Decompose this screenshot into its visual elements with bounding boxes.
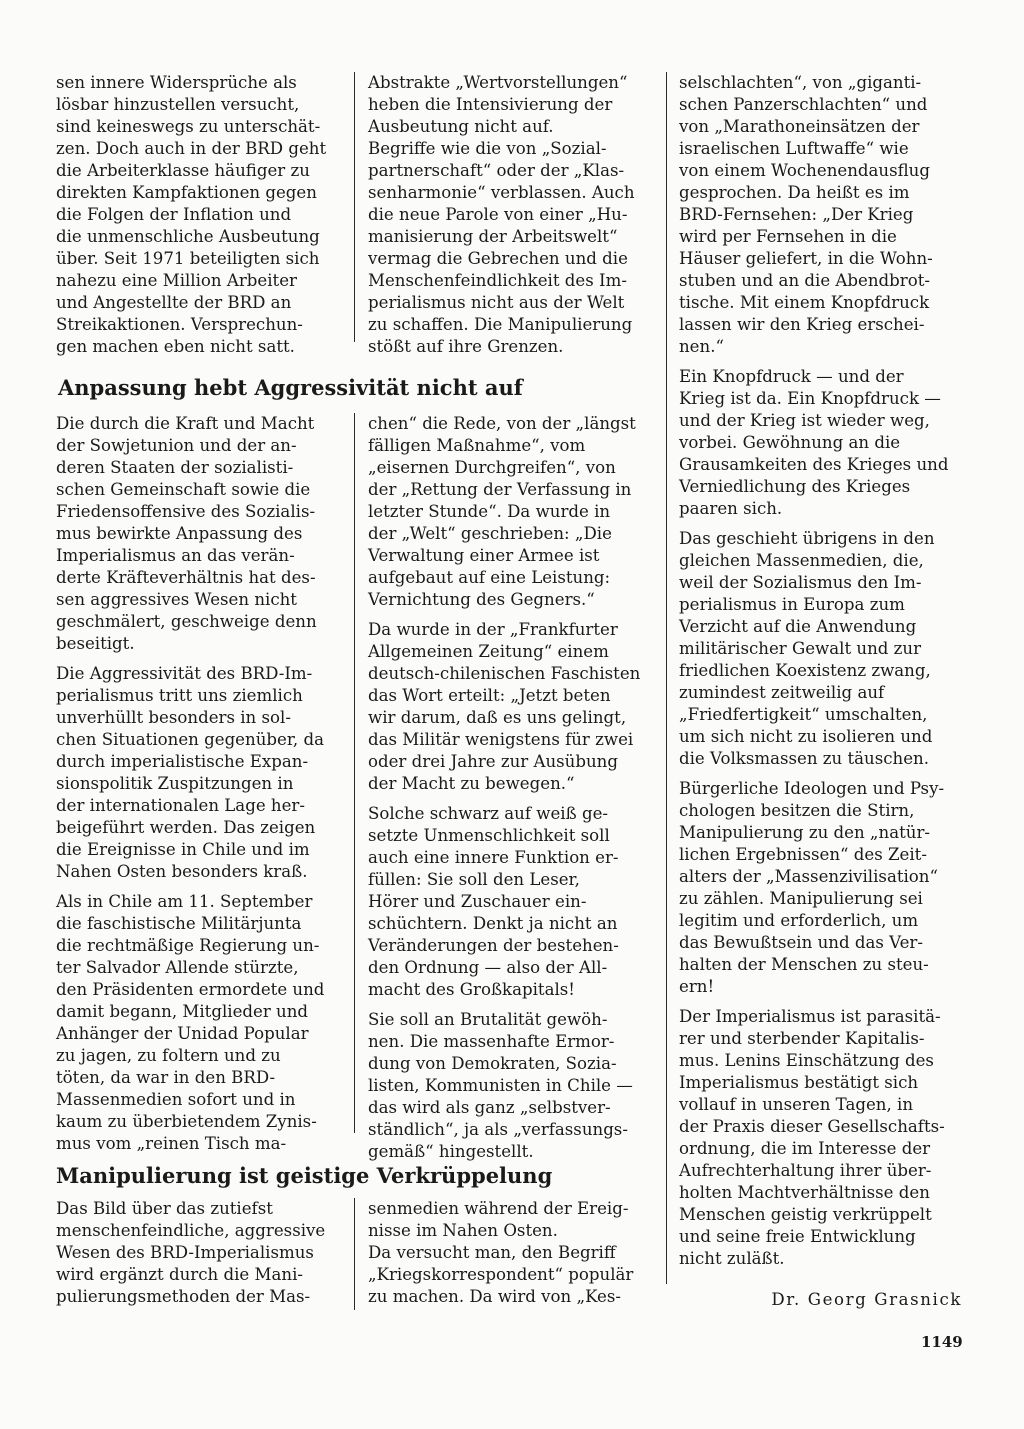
section-1-column-1 <box>56 413 342 1155</box>
section-2-column-1 <box>56 1198 342 1308</box>
paragraph: senmedien während der Ereig- nisse im Nahen Osten. Da versucht man, den Begriff „Kriegskorrespondent“ populär zu machen. Da wird von „Kes- <box>368 1199 634 1306</box>
paragraph: Als in Chile am 11. September die faschistische Militärjunta die rechtmäßige Regierung un- ter Salvador Allende stürzte, den Präsidenten ermordete und damit begann, Mitglieder und Anhänger der Unidad Popular zu jagen, zu foltern und zu töten, da war in den BRD- Massenmedien sofort und in kaum zu überbietendem Zynis- mus vom „reinen Tisch ma- <box>56 892 325 1153</box>
column-divider <box>354 72 355 342</box>
page-number: 1149 <box>921 1333 963 1351</box>
paragraph: Solche schwarz auf weiß ge- setzte Unmenschlichkeit soll auch eine innere Funktion er- füllen: Sie soll den Leser, Hörer und Zuschauer ein- schüchtern. Denkt ja nicht an Veränderungen der bestehen- den Ordnung — also der All- macht des Großkapitals! <box>368 804 619 999</box>
paragraph: sen innere Widersprüche als lösbar hinzustellen versucht, sind keineswegs zu unterschät- zen. Doch auch in der BRD geht die Arbeiterklasse häufiger zu direkten Kampfaktionen gegen die Folgen der Inflation und die unmenschliche Ausbeutung über. Seit 1971 beteiligten sich nahezu eine Million Arbeiter und Angestellte der BRD an Streikaktionen. Versprechun- gen machen eben nicht satt. <box>56 73 327 356</box>
paragraph: chen“ die Rede, von der „längst fälligen Maßnahme“, vom „eisernen Durchgreifen“, von der „Rettung der Verfassung in letzter Stunde“. Da wurde in der „Welt“ geschrieben: „Die Verwaltung einer Armee ist aufgebaut auf eine Leistung: Vernichtung des Gegners.“ <box>368 414 636 609</box>
section-heading-2: Manipulierung ist geistige Verkrüppelung <box>56 1163 553 1188</box>
paragraph: Die durch die Kraft und Macht der Sowjetunion und der an- deren Staaten der sozialisti- schen Gemeinschaft sowie die Friedensoffensive des Sozialis- mus bewirkte Anpassung des Imperialismus an das verän- derte Kräfteverhältnis hat des- sen aggressives Wesen nicht geschmälert, geschweige denn beseitigt. <box>56 414 317 653</box>
paragraph: selschlachten“, von „giganti- schen Panzerschlachten“ und von „Marathoneinsätzen der israelischen Luftwaffe“ wie von einem Wochenendausflug gesprochen. Da heißt es im BRD-Fernsehen: „Der Krieg wird per Fernsehen in die Häuser geliefert, in die Wohn- stuben und an die Abendbrot- tische. Mit einem Knopfdruck lassen wir den Krieg erschei- nen.“ <box>679 73 933 356</box>
paragraph: Das geschieht übrigens in den gleichen Massenmedien, die, weil der Sozialismus den Im- perialismus in Europa zum Verzicht auf die Anwendung militärischer Gewalt und zur friedlichen Koexistenz zwang, zumindest zeitweilig auf „Friedfertigkeit“ umschalten, um sich nicht zu isolieren und die Volksmassen zu täuschen. <box>679 529 935 768</box>
column-divider <box>666 72 667 1284</box>
paragraph: Die Aggressivität des BRD-Im- perialismus tritt uns ziemlich unverhüllt besonders in sol- chen Situationen gegenüber, da durch imperialistische Expan- sionspolitik Zuspitzungen in der internationalen Lage her- beigeführt werden. Das zeigen die Ereignisse in Chile und im Nahen Osten besonders kraß. <box>56 664 324 881</box>
author-signature: Dr. Georg Grasnick <box>771 1290 962 1309</box>
paragraph: Da wurde in der „Frankfurter Allgemeinen Zeitung“ einem deutsch-chilenischen Faschisten das Wort erteilt: „Jetzt beten wir darum, daß es uns gelingt, das Militär wenigstens für zwei oder drei Jahre zur Ausübung der Macht zu bewegen.“ <box>368 620 641 793</box>
column-3 <box>679 72 965 1270</box>
paragraph: Das Bild über das zutiefst menschenfeindliche, aggressive Wesen des BRD-Imperialismus wird ergänzt durch die Mani- pulierungsmethoden der Mas- <box>56 1199 326 1306</box>
paragraph: Sie soll an Brutalität gewöh- nen. Die massenhafte Ermor- dung von Demokraten, Sozia- listen, Kommunisten in Chile — das wird als ganz „selbstver- ständlich“, ja als „verfassungs- gemäß“ hingestellt. <box>368 1010 633 1161</box>
column-1-top <box>56 72 342 358</box>
paragraph: Bürgerliche Ideologen und Psy- chologen besitzen die Stirn, Manipulierung zu den „natür- lichen Ergebnissen“ des Zeit- alters der „Massenzivilisation“ zu zählen. Manipulierung sei legitim und erforderlich, um das Bewußtsein und das Ver- halten der Menschen zu steu- ern! <box>679 779 945 996</box>
paragraph: Abstrakte „Wertvorstellungen“ heben die Intensivierung der Ausbeutung nicht auf. Begriffe wie die von „Sozial- partnerschaft“ oder der „Klas- senharmonie“ verblassen. Auch die neue Parole von einer „Hu- manisierung der Arbeitswelt“ vermag die Gebrechen und die Menschenfeindlichkeit des Im- perialismus nicht aus der Welt zu schaffen. Die Manipulierung stößt auf ihre Grenzen. <box>368 73 635 356</box>
section-2-column-2 <box>368 1198 654 1308</box>
paragraph: Ein Knopfdruck — und der Krieg ist da. Ein Knopfdruck — und der Krieg ist wieder weg, vorbei. Gewöhnung an die Grausamkeiten des Krieges und Verniedlichung des Krieges paaren sich. <box>679 367 949 518</box>
section-heading-1: Anpassung hebt Aggressivität nicht auf <box>58 375 523 400</box>
column-divider <box>354 413 355 1133</box>
column-divider <box>354 1198 355 1310</box>
paragraph: Der Imperialismus ist parasitä- rer und sterbender Kapitalis- mus. Lenins Einschätzung des Imperialismus bestätigt sich vollauf in unseren Tagen, in der Praxis dieser Gesellschafts- ordnung, die im Interesse der Aufrechterhaltung ihrer über- holten Machtverhältnisse den Menschen geistig verkrüppelt und seine freie Entwicklung nicht zuläßt. <box>679 1007 945 1268</box>
section-1-column-2 <box>368 413 654 1163</box>
column-2-top <box>368 72 654 358</box>
